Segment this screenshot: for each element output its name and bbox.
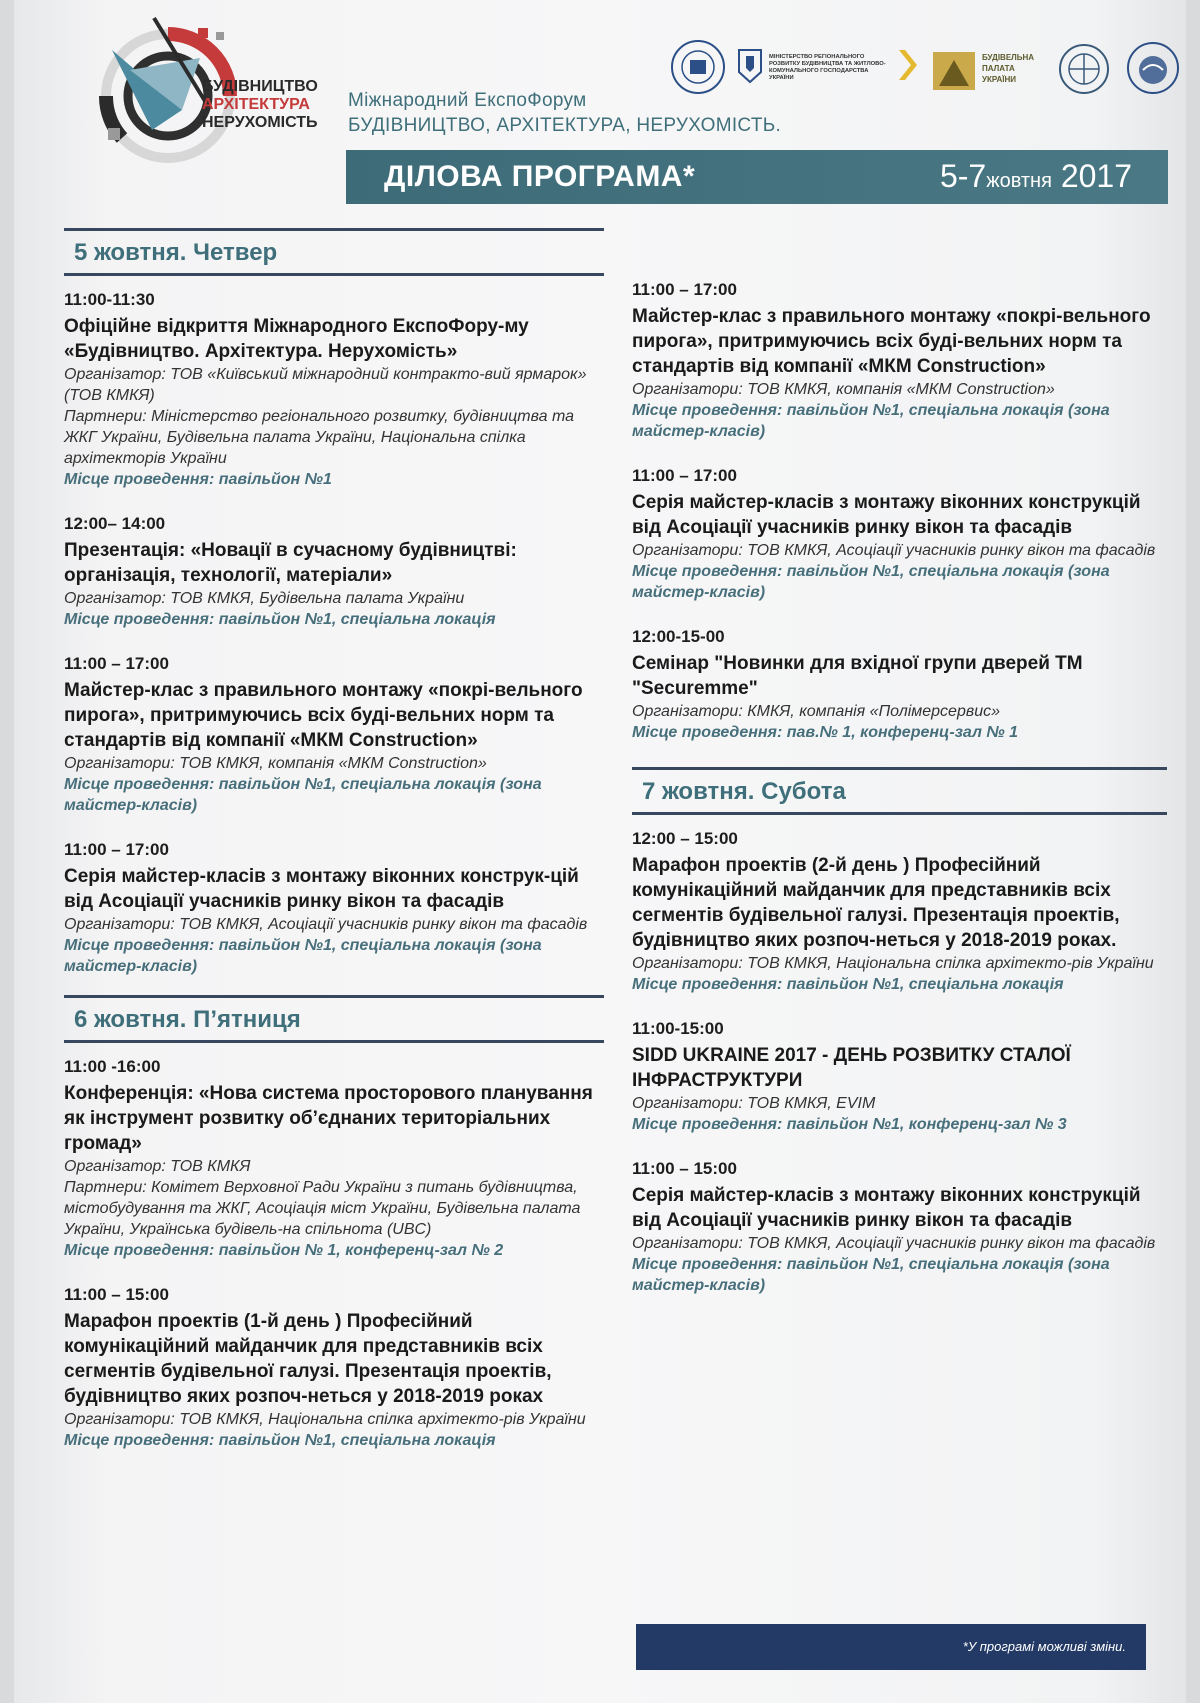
event-time: 11:00 – 17:00 [632,280,737,299]
day-section-oct-7 [632,767,1167,1296]
program-event [64,1057,604,1261]
changes-footnote: *У програмі можливі зміни. [636,1624,1146,1670]
ministry-emblem-icon [735,46,765,86]
event-organizer: Організатори: ТОВ КМКЯ, Асоціації учасників ринку вікон та фасадів [64,916,588,933]
logo-line-3: НЕРУХОМІСТЬ [202,114,318,131]
event-title: Серія майстер-класів з монтажу віконних конструкцій від Асоціації учасників ринку вікон та фасадів [632,1185,1141,1231]
event-organizer: Організатори: ТОВ КМКЯ, Асоціації учасників ринку вікон та фасадів [632,542,1156,559]
event-title: Марафон проектів (2-й день ) Професійний комунікаційний майданчик для представників всіх сегментів будівельної галузі. Презентація проектів, будівництво яких розпоч-неться у 2018-2019 роках. [632,855,1120,951]
day-rule [64,1040,604,1043]
banner-day-range: 5-7 [939,158,987,194]
banner-dates [940,158,1132,195]
spilka-seal-icon [1057,42,1111,96]
program-event [632,280,1167,442]
event-title: Серія майстер-класів з монтажу віконних конструкцій від Асоціації учасників ринку вікон та фасадів [632,492,1141,538]
event-location: Місце проведення: павільйон №1, спеціальна локація (зона майстер-класів) [632,563,1110,601]
event-time: 11:00 – 15:00 [632,1159,737,1178]
event-location: Місце проведення: павільйон №1, спеціальна локація (зона майстер-класів) [64,776,542,814]
event-location: Місце проведення: павільйон №1, спеціальна локація (зона майстер-класів) [632,1256,1110,1294]
program-event [632,627,1167,743]
event-location: Місце проведення: павільйон №1, спеціальна локація [632,976,1064,993]
program-event [64,840,604,977]
event-organizer: Організатори: ТОВ КМКЯ, Національна спілка архітекто-рів України [64,1411,586,1428]
ministry-arrow-icon [897,48,919,82]
program-event [632,466,1167,603]
banner-year: 2017 [1060,158,1132,194]
event-location: Місце проведення: павільйон №1, спеціальна локація (зона майстер-класів) [632,402,1110,440]
day-section-oct-6 [64,995,604,1451]
banner-month: жовтня [986,170,1052,192]
event-location: Місце проведення: павільйон №1 [64,471,332,488]
ministry-seal-icon [669,38,727,96]
event-location: Місце проведення: павільйон №1, конференц-зал № 3 [632,1116,1067,1133]
day-title: 6 жовтня. П’ятниця [74,1006,301,1033]
palata-name: БУДІВЕЛЬНА ПАЛАТА УКРАЇНИ [982,53,1035,84]
program-event [64,1285,604,1451]
program-event [632,1019,1167,1135]
event-title: Майстер-клас з правильного монтажу «покрі-вельного пирога», притримуючись всіх буді-вельних норм та стандартів від компанії «МКМ Construction» [64,680,583,751]
day-events [64,290,604,977]
day-events-continued [632,280,1167,743]
event-time: 11:00 -16:00 [64,1057,161,1076]
event-organizer: Організатори: ТОВ КМКЯ, Національна спілка архітекто-рів України [632,955,1154,972]
event-location: Місце проведення: павільйон № 1, конференц-зал № 2 [64,1242,504,1259]
event-organizer: Організатори: КМКЯ, компанія «Полімерсервис» [632,703,1000,720]
program-event [632,1159,1167,1296]
event-time: 12:00 – 15:00 [632,829,738,848]
event-organizer: Організатори: ТОВ КМКЯ, компанія «МКМ Construction» [632,381,1055,398]
day-title: 5 жовтня. Четвер [74,239,278,266]
palata-logo-icon [931,50,977,92]
event-organizer: Організатори: ТОВ КМКЯ, Асоціації учасників ринку вікон та фасадів [632,1235,1156,1252]
program-event [64,654,604,816]
event-location: Місце проведення: павільйон №1, спеціальна локація [64,611,496,628]
event-time: 11:00-11:30 [64,290,155,309]
event-title: Семінар "Новинки для вхідної групи дверей ТМ "Securemme" [632,653,1083,699]
day-events [64,1057,604,1451]
banner-title: ДІЛОВА ПРОГРАМА* [384,160,696,193]
event-location: Місце проведення: пав.№ 1, конференц-зал № 1 [632,724,1019,741]
event-title: SIDD UKRAINE 2017 - ДЕНЬ РОЗВИТКУ СТАЛОЇ ІНФРАСТРУКТУРИ [632,1045,1071,1091]
program-event [64,514,604,630]
day-events [632,829,1167,1296]
event-time: 11:00-15:00 [632,1019,724,1038]
expo-title-line-2: БУДІВНИЦТВО, АРХІТЕКТУРА, НЕРУХОМІСТЬ. [348,115,782,136]
event-location: Місце проведення: павільйон №1, спеціальна локація (зона майстер-класів) [64,937,542,975]
event-organizer: Організатори: ТОВ КМКЯ, компанія «МКМ Construction» [64,755,487,772]
event-organizer: Організатор: ТОВ КМКЯ [64,1158,251,1175]
event-title: Конференція: «Нова система просторового планування як інструмент розвитку об’єднаних територіальних громад» [64,1083,593,1154]
anniversary-seal-icon [1125,40,1181,96]
event-time: 11:00 – 17:00 [64,840,169,859]
event-title: Серія майстер-класів з монтажу віконних конструк-цій від Асоціації учасників ринку вікон та фасадів [64,866,579,912]
day-rule [64,273,604,276]
right-column [632,280,1167,1320]
event-time: 11:00 – 17:00 [632,466,737,485]
event-time: 12:00-15-00 [632,627,725,646]
event-time: 12:00– 14:00 [64,514,166,533]
event-title: Офіційне відкриття Міжнародного ЕкспоФору-му «Будівництво. Архітектура. Нерухомість» [64,316,529,362]
event-title: Майстер-клас з правильного монтажу «покрі-вельного пирога», притримуючись всіх буді-вельних норм та стандартів від компанії «МКМ Construction» [632,306,1151,377]
logo-line-1: БУДІВНИЦТВО [202,78,318,95]
ministry-name: МІНІСТЕРСТВО РЕГІОНАЛЬНОГО РОЗВИТКУ БУДІВНИЦТВА ТА ЖИТЛОВО-КОМУНАЛЬНОГО ГОСПОДАРСТВА УКРАЇНИ [769,54,886,81]
event-organizer: Організатори: ТОВ КМКЯ, EVIM [632,1095,876,1112]
partner-logos [669,38,1189,108]
event-organizer: Партнери: Міністерство регіонального розвитку, будівництва та ЖКГ України, Будівельна палата України, Національна спілка архітекторів України [64,408,574,467]
event-organizer: Організатор: ТОВ «Київський міжнародний контракто-вий ярмарок» (ТОВ КМКЯ) [64,366,587,404]
day-section-oct-5 [64,228,604,977]
program-banner [346,150,1168,204]
event-title: Марафон проектів (1-й день ) Професійний комунікаційний майданчик для представників всіх сегментів будівельної галузі. Презентація проектів, будівництво яких розпоч-неться у 2018-2019 роках [64,1311,552,1407]
event-time: 11:00 – 15:00 [64,1285,169,1304]
event-location: Місце проведення: павільйон №1, спеціальна локація [64,1432,496,1449]
program-event [632,829,1167,995]
event-time: 11:00 – 17:00 [64,654,169,673]
event-organizer: Організатор: ТОВ КМКЯ, Будівельна палата України [64,590,465,607]
program-event [64,290,604,490]
logo-wordmark [202,78,318,132]
day-rule [632,812,1167,815]
event-title: Презентація: «Новації в сучасному будівництві: організація, технології, матеріали» [64,540,517,586]
program-sheet [14,0,1186,1703]
day-title: 7 жовтня. Субота [642,778,846,805]
event-organizer: Партнери: Комітет Верховної Ради України з питань будівництва, містобудування та ЖКГ, Асоціація міст України, Будівельна палата України, Українська будівель-на спільнота (UBC) [64,1179,581,1238]
expo-title-line-1: Міжнародний ЕкспоФорум [348,90,587,111]
left-column [64,228,604,1475]
logo-line-2: АРХІТЕКТУРА [202,96,310,113]
